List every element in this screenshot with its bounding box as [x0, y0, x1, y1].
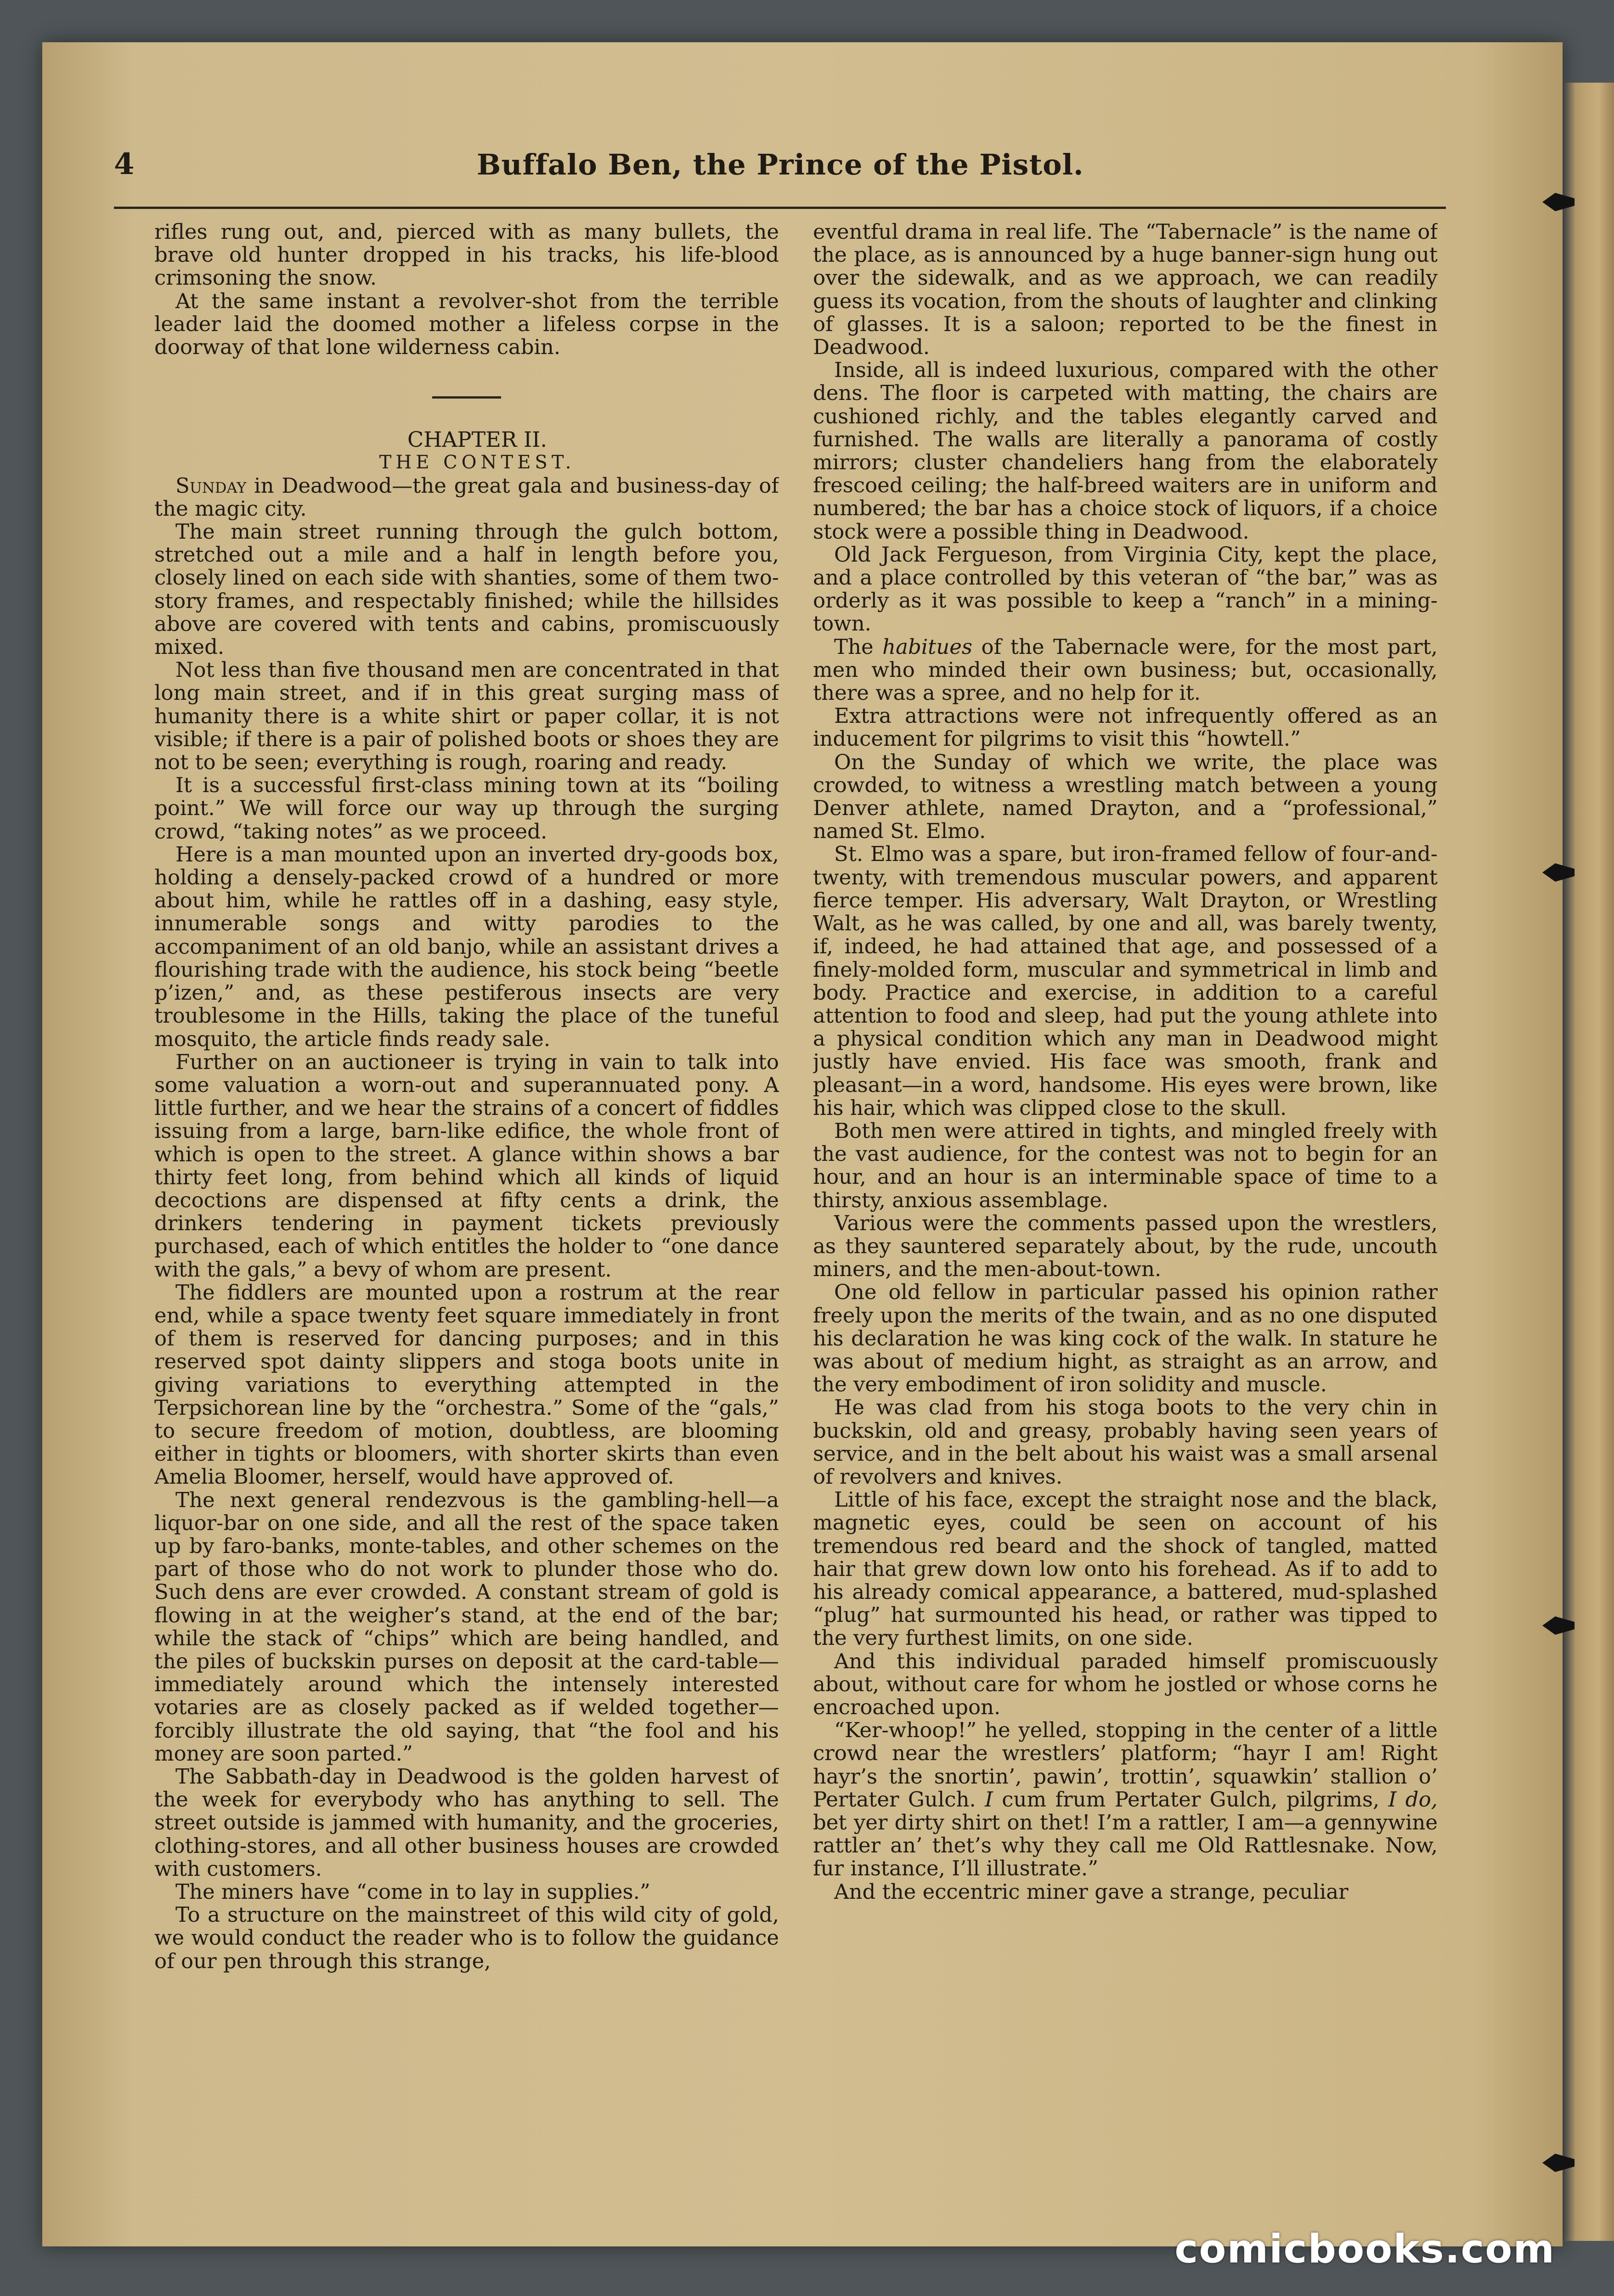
page-header [114, 147, 1473, 202]
paragraph-text: bet yer dirty shirt on thet! I’m a rattler, I am—a gennywine rattler an’ thet’s why they call me Old Rattlesnake. Now, fur instance, I’ll illustrate.” [813, 1810, 1438, 1881]
paragraph: One old fellow in particular passed his opinion rather freely upon the merits of the twain, and as no one disputed his declaration he was king cock of the walk. In stature he was about of medium hight, as straight as an arrow, and the very embodiment of iron solidity and muscle. [813, 1280, 1438, 1397]
header-rule [114, 207, 1446, 209]
paragraph-text: cum frum Pertater Gulch, pilgrims, [993, 1787, 1388, 1812]
paragraph: The next general rendezvous is the gambling-hell—a liquor-bar on one side, and all the rest of the space taken up by faro-banks, monte-tables, and other schemes on the part of those who do not work to plunder those who do. Such dens are ever crowded. A constant stream of gold is flowing in at the weigher’s stand, at the end of the bar; while the stack of “chips” which are being handled, and the piles of buckskin purses on deposit at the card-table—immediately around which the intensely interested votaries are as closely packed as if welded together—forcibly illustrate the old saying, that “the fool and his money are soon parted.” [154, 1487, 779, 1766]
adjacent-page-edge [1563, 83, 1614, 2241]
paragraph: Both men were attired in tights, and mingled freely with the vast audience, for the contest was not to begin for an hour, and an hour is an interminable space of time to a thirsty, anxious assemblage. [813, 1118, 1438, 1212]
paragraph: On the Sunday of which we write, the place was crowded, to witness a wrestling match between a young Denver athlete, named Drayton, and a “professional,” named St. Elmo. [813, 749, 1438, 844]
paragraph: To a structure on the mainstreet of this wild city of gold, we would conduct the reader who is to follow the guidance of our pen through this strange, [154, 1902, 779, 1973]
running-title: Buffalo Ben, the Prince of the Pistol. [477, 148, 1084, 181]
paragraph: Here is a man mounted upon an inverted dry-goods box, holding a densely-packed crowd of a hundred or more about him, while he rattles off in a dashing, easy style, innumerable songs and witty parodies to the accompaniment of an old banjo, while an assistant drives a flourishing trade with the audience, his stock being “beetle p’izen,” and, as these pestiferous insects are very troublesome in the Hills, taking the place of the tuneful mosquito, the article finds ready sale. [154, 842, 779, 1051]
paragraph: Various were the comments passed upon the wrestlers, as they sauntered separately about, by the rude, uncouth miners, and the men-about-town. [813, 1210, 1438, 1282]
lead-word: Sunday [175, 473, 247, 498]
paragraph [813, 1719, 1438, 1880]
left-column [154, 220, 779, 2177]
site-watermark: comicbooks.com [1174, 2226, 1555, 2272]
paragraph: rifles rung out, and, pierced with as many bullets, the brave old hunter dropped in his tracks, his life-blood crimsoning the snow. [154, 220, 779, 290]
paragraph: And this individual paraded himself promiscuously about, without care for whom he jostled or whose corns he encroached upon. [813, 1649, 1438, 1719]
chapter-subtitle: THE CONTEST. [379, 452, 576, 473]
paragraph: Little of his face, except the straight nose and the black, magnetic eyes, could be seen on account of his tremendous red beard and the shock of tangled, matted hair that grew down low onto his forehead. As if to add to his already comical appearance, a battered, mud-splashed “plug” hat surmounted his head, or rather was tipped to the very furthest limits, on one side. [813, 1487, 1438, 1650]
paragraph: At the same instant a revolver-shot from the terrible leader laid the doomed mother a lifeless corpse in the doorway of that lone wilderness cabin. [154, 288, 779, 360]
paragraph: Extra attractions were not infrequently offered as an inducement for pilgrims to visit this “howtell.” [813, 703, 1438, 751]
paragraph: It is a successful first-class mining town at its “boiling point.” We will force our way up through the surging crowd, “taking notes” as we proceed. [154, 773, 779, 844]
italic-text: habitues [882, 634, 972, 659]
paragraph: Not less than five thousand men are concentrated in that long main street, and if in this great surging mass of humanity there is a white shirt or paper collar, it is not visible; if there is a pair of polished boots or shoes they are not to be seen; everything is rough, roaring and ready. [154, 658, 779, 775]
paragraph-text: “Ker-whoop!” he yelled, stopping in the center of a little crowd near the wrestlers’ platform; “hayr I am! Right hayr’s the snortin’, pawin’, trottin’, squawkin’ stallion o’ Pertater Gulch. [813, 1718, 1438, 1812]
page-number: 4 [114, 147, 135, 181]
paragraph-text: of the Tabernacle were, for the most part, men who minded their own business; but, occasionally, there was a spree, and no help for it. [813, 634, 1438, 705]
paragraph-text: in Deadwood—the great gala and business-day of the magic city. [154, 473, 779, 521]
section-divider [432, 396, 501, 399]
paragraph-text: The [834, 634, 883, 659]
paragraph [813, 636, 1438, 705]
paragraph: The fiddlers are mounted upon a rostrum at the rear end, while a space twenty feet square immediately in front of them is reserved for dancing purposes; and in this reserved spot dainty slippers and stoga boots unite in giving variations to everything attempted in the Terpsichorean line by the “orchestra.” Some of the “gals,” to secure freedom of motion, doubtless, are blooming either in tights or bloomers, with shorter skirts than even Amelia Bloomer, herself, would have approved of. [154, 1280, 779, 1489]
paragraph: He was clad from his stoga boots to the very chin in buckskin, old and greasy, probably having seen years of service, and in the belt about his waist was a small arsenal of revolvers and knives. [813, 1395, 1438, 1489]
paragraph: Inside, all is indeed luxurious, compared with the other dens. The floor is carpeted with matting, the chairs are cushioned richly, and the tables elegantly carved and furnished. The walls are literally a panorama of costly mirrors; cluster chandeliers hang from the elaborately frescoed ceiling; the half-breed waiters are in uniform and numbered; the bar has a choice stock of liquors, if a choice stock were a possible thing in Deadwood. [813, 358, 1438, 544]
paragraph: And the eccentric miner gave a strange, peculiar [834, 1879, 1349, 1904]
paragraph: The miners have “come in to lay in supplies.” [175, 1880, 650, 1904]
paragraph [154, 474, 779, 520]
italic-text: I [985, 1787, 993, 1812]
paragraph: Old Jack Fergueson, from Virginia City, kept the place, and a place controlled by this veteran of “the bar,” was as orderly as it was possible to keep a “ranch” in a mining-town. [813, 542, 1438, 636]
paragraph: The main street running through the gulch bottom, stretched out a mile and a half in length before you, closely lined on each side with shanties, some of them two-story frames, and respectably finished; while the hillsides above are covered with tents and cabins, promiscuously mixed. [154, 519, 779, 659]
paragraph: The Sabbath-day in Deadwood is the golden harvest of the week for everybody who has anything to sell. The street outside is jammed with humanity, and the groceries, clothing-stores, and all other business houses are crowded with customers. [154, 1764, 779, 1881]
chapter-heading: CHAPTER II. [407, 427, 547, 452]
right-column [813, 220, 1438, 2177]
paragraph: eventful drama in real life. The “Tabernacle” is the name of the place, as is announced by a huge banner-sign hung out over the sidewalk, and as we approach, we can readily guess its vocation, from the shouts of laughter and clinking of glasses. It is a saloon; reported to be the finest in Deadwood. [813, 220, 1438, 360]
paragraph: St. Elmo was a spare, but iron-framed fellow of four-and-twenty, with tremendous muscular powers, and apparent fierce temper. His adversary, Walt Drayton, or Wrestling Walt, as he was called, by one and all, was barely twenty, if, indeed, he had attained that age, and possessed of a finely-molded form, muscular and symmetrical in limb and body. Practice and exercise, in addition to a careful attention to food and sleep, had put the young athlete into a physical condition which any man in Deadwood might justly have envied. His face was smooth, frank and pleasant—in a word, handsome. His eyes were brown, like his hair, which was clipped close to the skull. [813, 842, 1438, 1120]
paragraph: Further on an auctioneer is trying in vain to talk into some valuation a worn-out and superannuated pony. A little further, and we hear the strains of a concert of fiddles issuing from a large, barn-like edifice, the whole front of which is open to the street. A glance within shows a bar thirty feet long, from behind which all kinds of liquid decoctions are dispensed at fifty cents a drink, the drinkers tendering in payment tickets previously purchased, each of which entitles the holder to “one dance with the gals,” a bevy of whom are present. [154, 1049, 779, 1282]
italic-text: I do, [1388, 1787, 1438, 1812]
